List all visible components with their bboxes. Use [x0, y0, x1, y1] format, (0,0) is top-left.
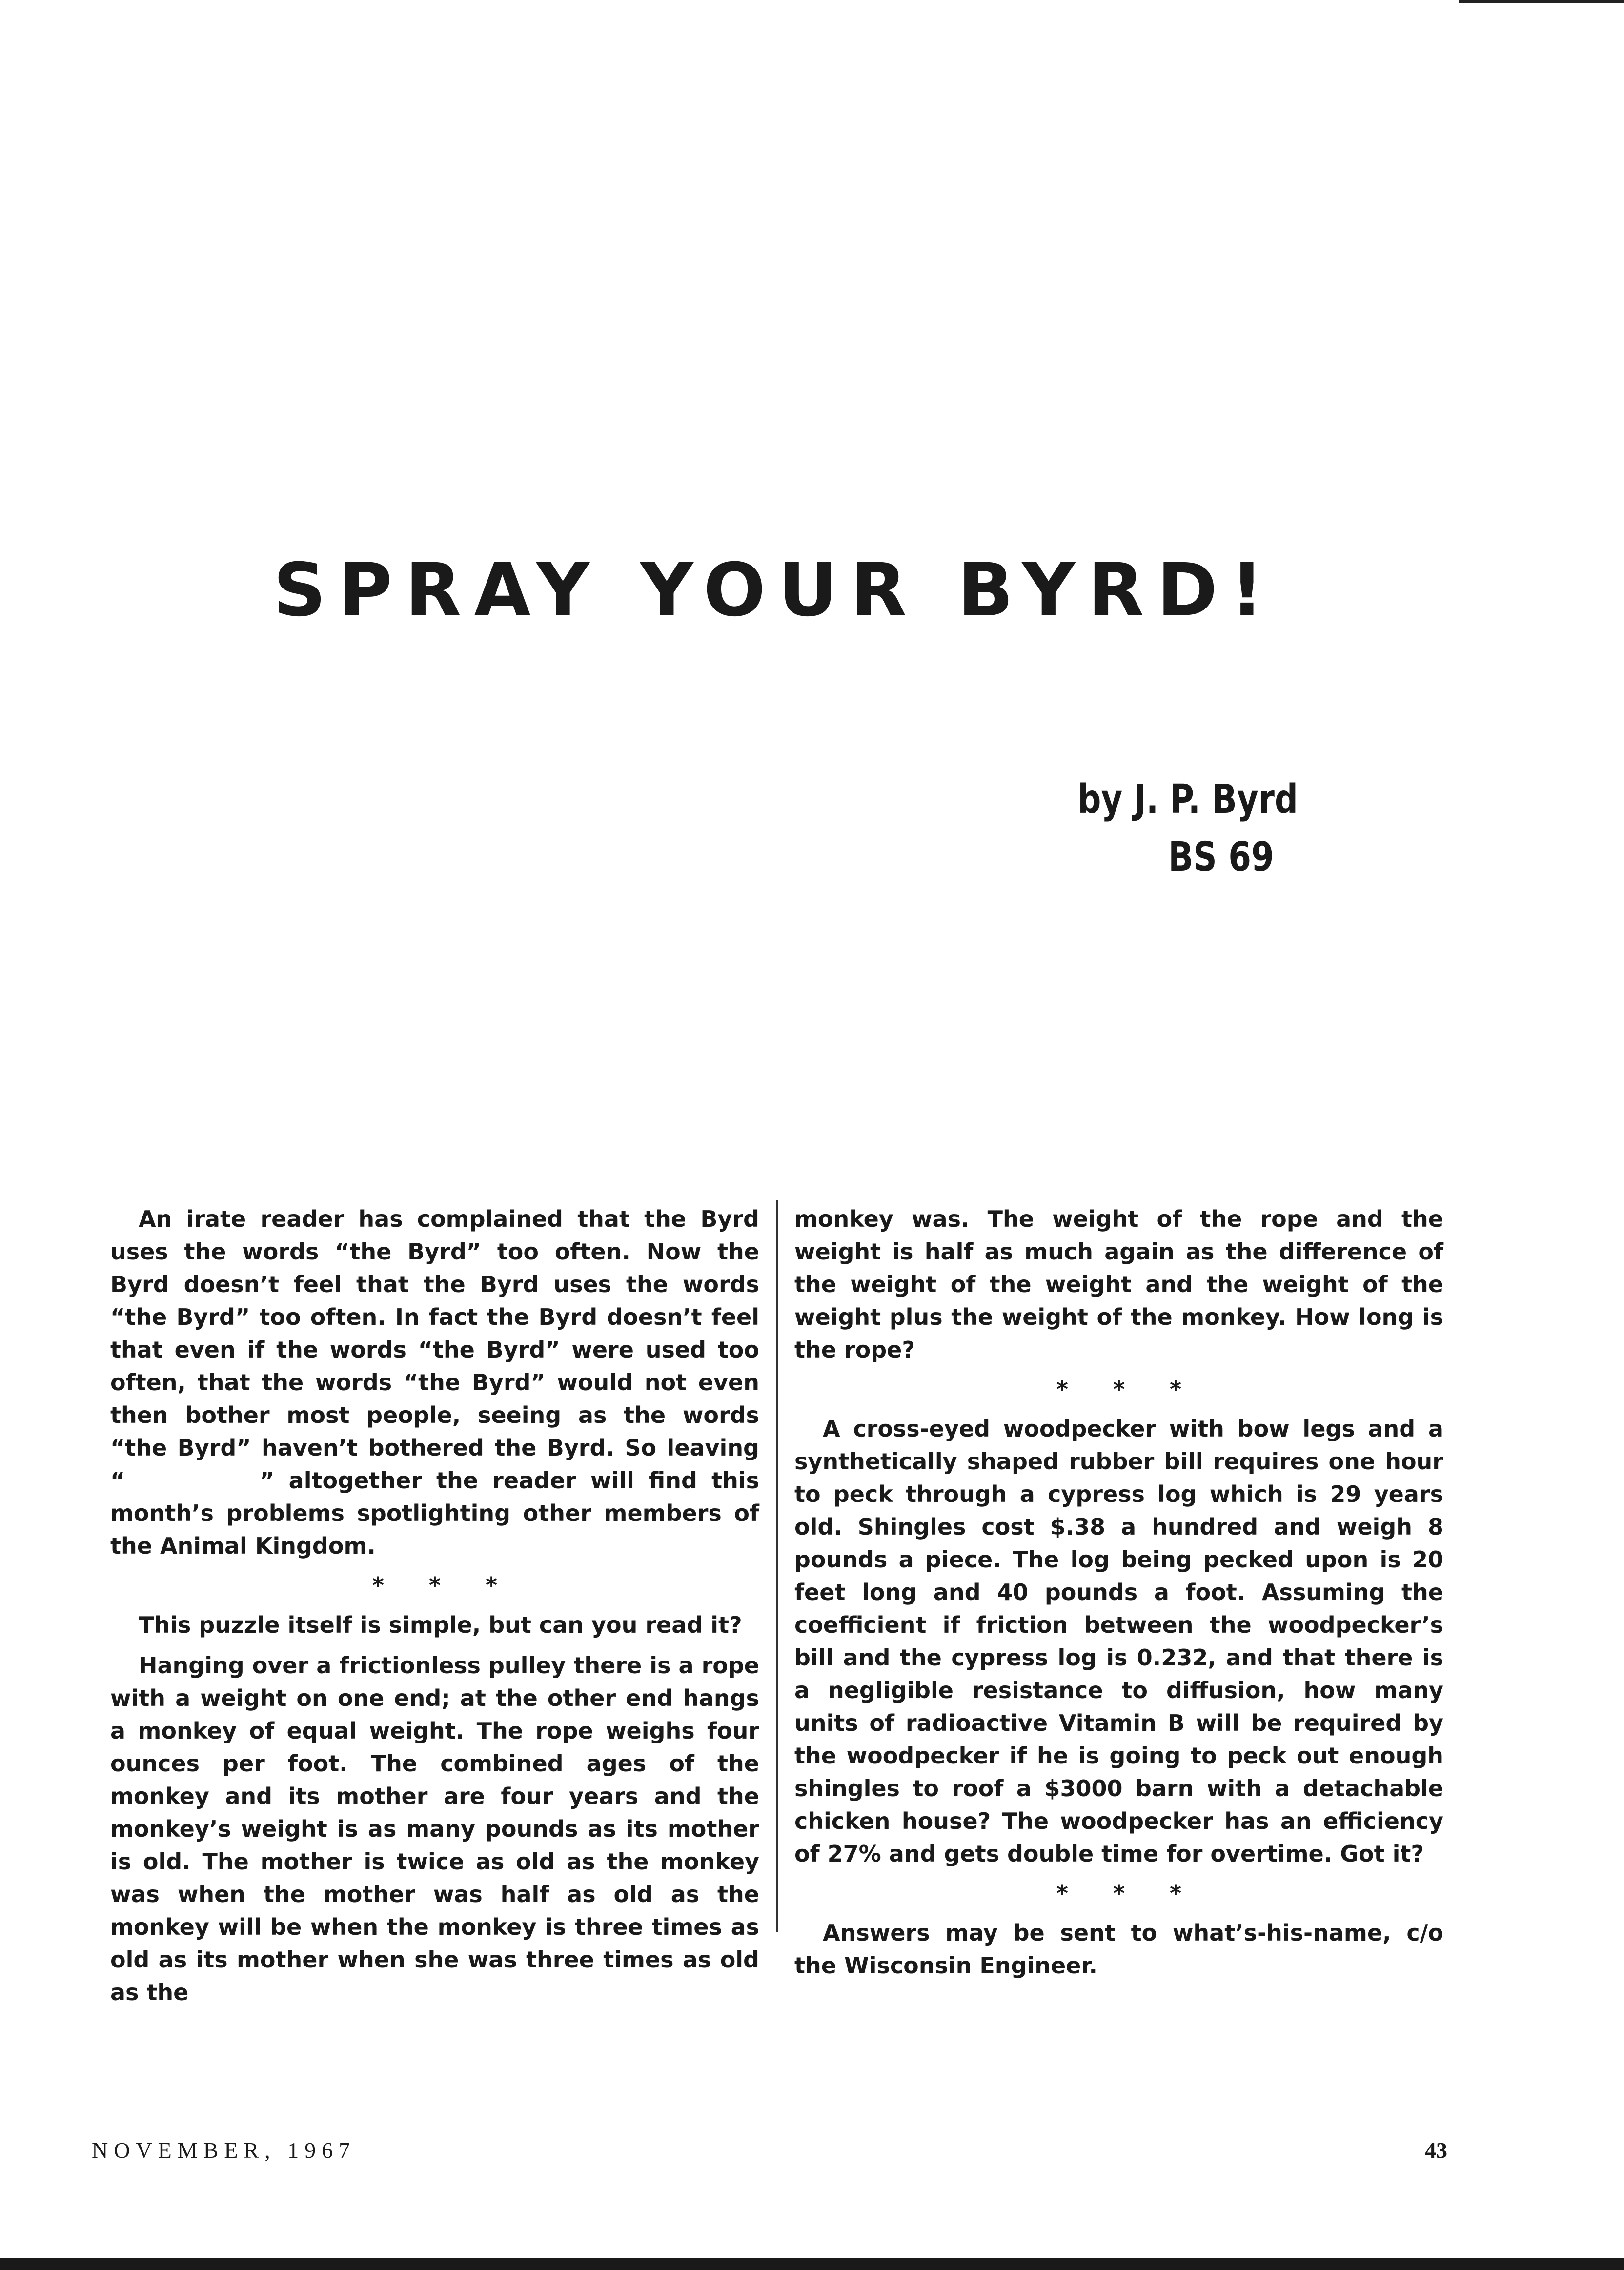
byline-class-year: BS 69: [1168, 834, 1274, 880]
left-column: [110, 1203, 759, 2009]
footer-page-number: 43: [1425, 2138, 1447, 2163]
intro-paragraph: An irate reader has complained that the Byrd uses the words “the Byrd” too often. Now the Byrd doesn’t feel that the Byrd uses the words “the Byrd” too often. In fact the Byrd doesn’t feel that even if the words “the Byrd” were used too often, that the words “the Byrd” would not even then bother most people, seeing as the words “the Byrd” haven’t bothered the Byrd. So leaving “ ” altogether the reader will find this month’s problems spotlighting other members of the Animal Kingdom.: [110, 1206, 759, 1559]
article-title: SPRAY YOUR BYRD!: [273, 548, 1277, 633]
footer-issue-date: NOVEMBER, 1967: [92, 2138, 356, 2163]
byline-author: by J. P. Byrd: [1077, 776, 1298, 823]
section-separator: * * *: [1056, 1880, 1200, 1906]
woodpecker-puzzle-paragraph: A cross-eyed woodpecker with bow legs and a synthetically shaped rubber bill requires one hour to peck through a cypress log which is 29 years old. Shingles cost $.38 a hundred and weigh 8 pounds a piece. The log being pecked upon is 20 feet long and 40 pounds a foot. Assuming the coefficient if friction between the woodpecker’s bill and the cypress log is 0.232, and that there is a negligible resistance to diffusion, how many units of radioactive Vitamin B will be required by the woodpecker if he is going to peck out enough shingles to roof a $3000 barn with a detachable chicken house? The woodpecker has an efficiency of 27% and gets double time for overtime. Got it?: [794, 1416, 1443, 1867]
puzzle-intro-paragraph: This puzzle itself is simple, but can you read it?: [139, 1612, 742, 1638]
monkey-puzzle-paragraph: Hanging over a frictionless pulley there is a rope with a weight on one end; at the other end hangs a monkey of equal weight. The rope weighs four ounces per foot. The combined ages of the monkey and its mother are four years and the monkey’s weight is as many pounds as its mother is old. The mother is twice as old as the monkey was when the mother was half as old as the monkey will be when the monkey is three times as old as its mother when she was three times as old as the: [110, 1652, 759, 2006]
top-edge-rule: [1459, 0, 1624, 3]
section-separator: * * *: [372, 1572, 516, 1599]
monkey-puzzle-continued: monkey was. The weight of the rope and the weight is half as much again as the difference of the weight of the weight and the weight of the weight plus the weight of the monkey. How long is the rope?: [794, 1206, 1443, 1363]
bottom-edge-band: [0, 2258, 1624, 2270]
byline: [994, 771, 1298, 886]
answers-paragraph: Answers may be sent to what’s-his-name, c/o the Wisconsin Engineer.: [794, 1920, 1443, 1979]
column-divider: [776, 1200, 778, 1932]
right-column: [794, 1203, 1443, 1982]
section-separator: * * *: [1056, 1376, 1200, 1402]
